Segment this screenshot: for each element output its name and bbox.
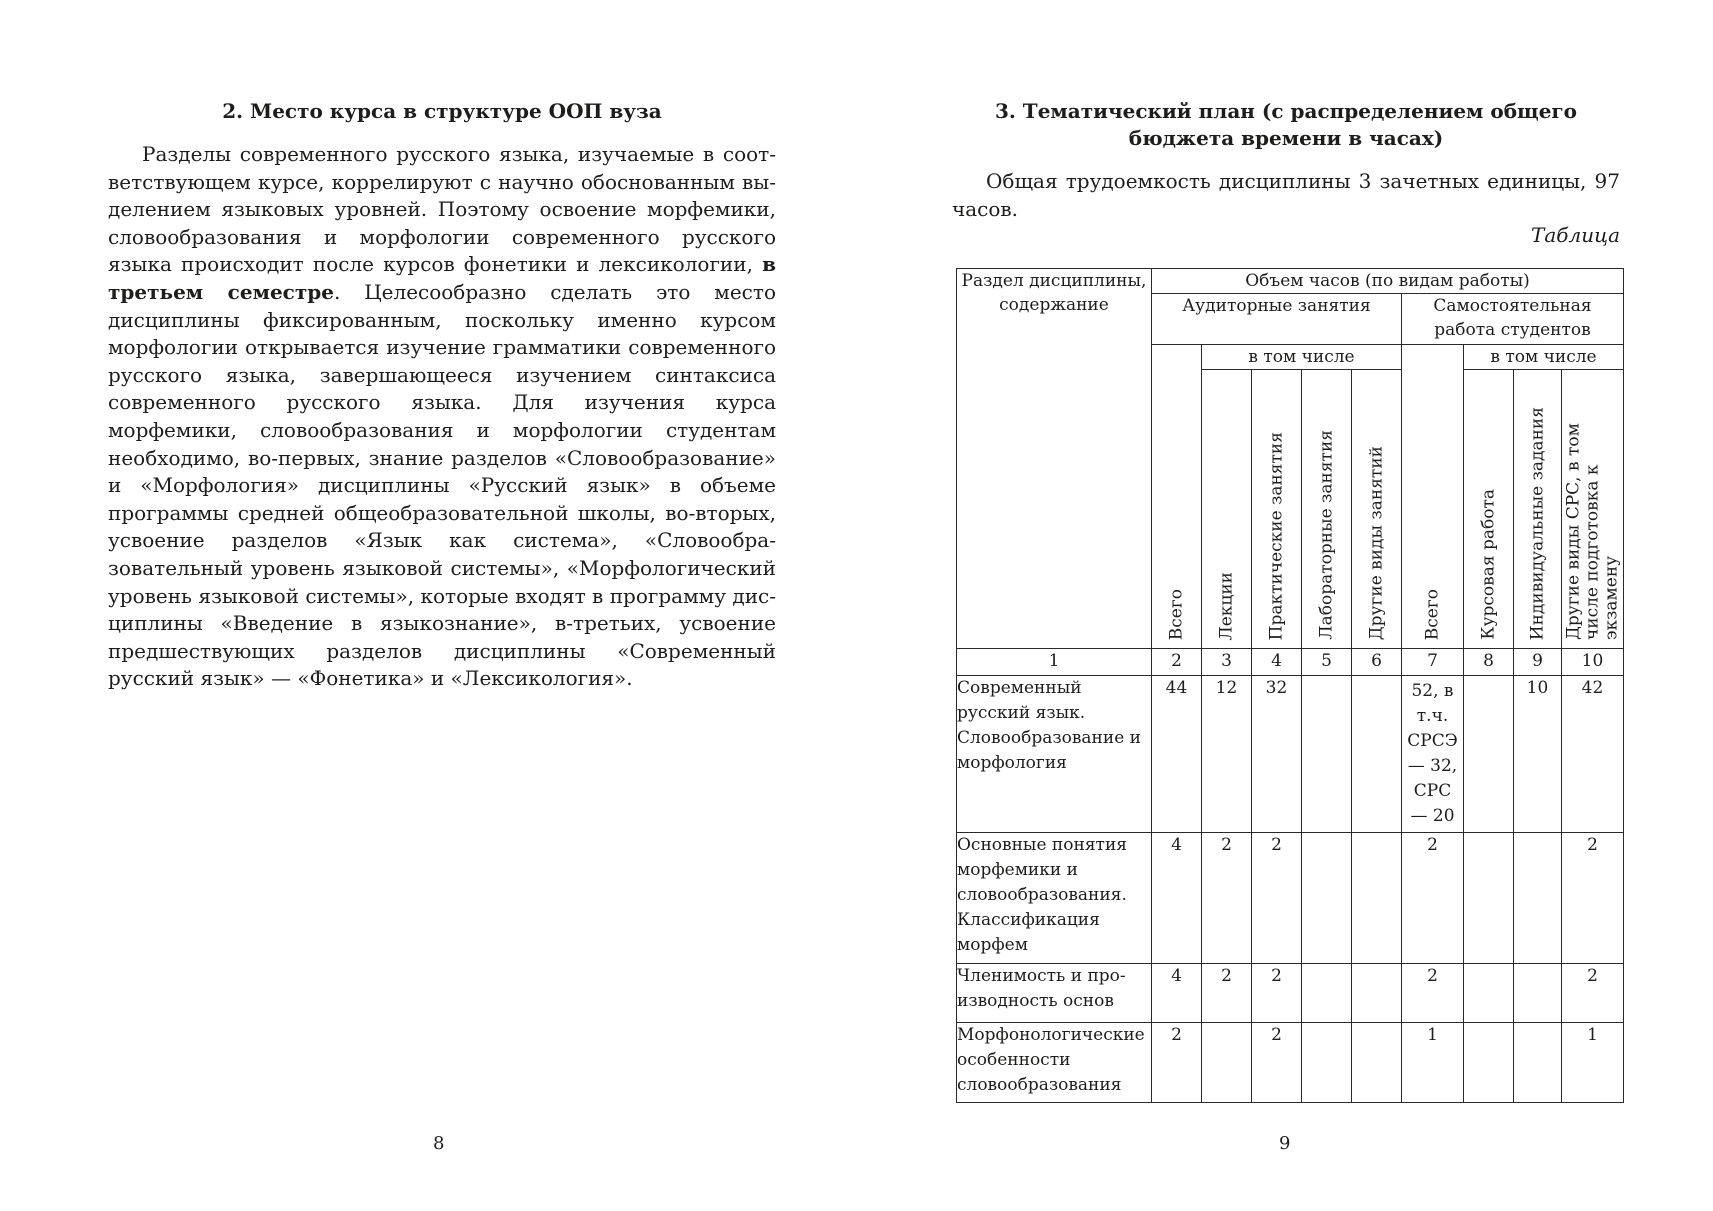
col-number: 9 <box>1514 649 1562 676</box>
section-heading-3: 3. Тематический план (с распределением общего бюджета времени в часах) <box>994 99 1578 150</box>
cell-total-auditorium: 4 <box>1152 833 1202 964</box>
header-total-independent: Всего <box>1422 588 1442 640</box>
cell-individual <box>1514 833 1562 964</box>
col-number: 2 <box>1152 649 1202 676</box>
header-including-auditorium: в том числе <box>1202 345 1402 370</box>
row-section: Членимость и производность основ <box>957 964 1152 1023</box>
paragraph-text-start: Разделы современного русского языка, изучаемые в соответствующем курсе, коррелируют с научно обоснованным выделением языковых уровней. Поэтому освоение морфемики, словообразования и морфологии современного русского языка происходит после курсов фонетики и лексикологии, <box>108 142 776 277</box>
cell-other-src: 2 <box>1562 964 1624 1023</box>
page-number-left: 8 <box>433 1133 445 1154</box>
header-lectures-cell <box>1202 370 1252 649</box>
header-lectures: Лекции <box>1216 571 1236 640</box>
col-number: 1 <box>957 649 1152 676</box>
header-individual: Индивидуальные задания <box>1527 406 1547 640</box>
cell-laboratory <box>1302 833 1352 964</box>
header-other-classes: Другие виды занятий <box>1366 445 1386 640</box>
col-number: 3 <box>1202 649 1252 676</box>
col-number: 8 <box>1464 649 1514 676</box>
col-number: 6 <box>1352 649 1402 676</box>
cell-coursework <box>1464 676 1514 833</box>
table-row <box>957 676 1624 833</box>
cell-total-independent: 1 <box>1402 1023 1464 1103</box>
cell-individual <box>1514 964 1562 1023</box>
cell-total-auditorium: 44 <box>1152 676 1202 833</box>
cell-other-src: 1 <box>1562 1023 1624 1103</box>
cell-other-classes <box>1352 676 1402 833</box>
cell-other-classes <box>1352 833 1402 964</box>
cell-total-independent: 52, в т.ч. СРСЭ — 32, СРС — 20 <box>1402 676 1464 833</box>
header-coursework-cell <box>1464 370 1514 649</box>
thematic-plan-table <box>956 268 1624 1103</box>
cell-practical: 32 <box>1252 676 1302 833</box>
cell-coursework <box>1464 964 1514 1023</box>
header-independent: Самостоятельная работа студентов <box>1402 294 1624 345</box>
cell-practical: 2 <box>1252 964 1302 1023</box>
paragraph-text-end: . Целесообразно сделать это место дисциплины фиксированным, поскольку именно курсом морфологии открывается изучение грамматики современного русского языка, завершающееся изучением синтаксиса современного русского языка. Для изучения курса морфемики, словообразования и морфологии студентам необходимо, во-первых, знание разделов «Словообразование» и «Морфология» дисциплины «Русский язык» в объеме программы средней общеобразовательной школы, во-вторых, усвоение разделов «Язык как система», «Словообразовательный уровень языковой системы», «Морфологический уровень языковой системы», которые входят в программу дисциплины «Введение в языкознание», в-третьих, усвоение предшествующих разделов дисциплины «Современный русский язык» — «Фонетика» и «Лексикология». <box>108 279 776 691</box>
cell-individual <box>1514 1023 1562 1103</box>
cell-coursework <box>1464 1023 1514 1103</box>
table-row <box>957 964 1624 1023</box>
cell-lectures: 2 <box>1202 964 1252 1023</box>
header-total-auditorium: Всего <box>1166 588 1186 640</box>
row-section: Морфонологические особенности словообразования <box>957 1023 1152 1103</box>
col-number: 10 <box>1562 649 1624 676</box>
header-volume: Объем часов (по видам работы) <box>1152 269 1624 294</box>
header-total-auditorium-cell <box>1152 345 1202 649</box>
cell-total-auditorium: 4 <box>1152 964 1202 1023</box>
cell-individual: 10 <box>1514 676 1562 833</box>
table-row <box>957 1023 1624 1103</box>
col-number: 4 <box>1252 649 1302 676</box>
col-number: 7 <box>1402 649 1464 676</box>
header-laboratory-cell <box>1302 370 1352 649</box>
page-number-right: 9 <box>1279 1133 1291 1154</box>
cell-other-classes <box>1352 964 1402 1023</box>
row-section: Основные понятия морфемики и словообразования. Классификация морфем <box>957 833 1152 964</box>
header-other-src-cell <box>1562 370 1624 649</box>
header-section: Раздел дисциплины, содержание <box>957 269 1152 649</box>
cell-coursework <box>1464 833 1514 964</box>
table-row <box>957 833 1624 964</box>
cell-other-src: 42 <box>1562 676 1624 833</box>
header-practical-cell <box>1252 370 1302 649</box>
cell-total-auditorium: 2 <box>1152 1023 1202 1103</box>
cell-practical: 2 <box>1252 833 1302 964</box>
header-laboratory: Лабораторные занятия <box>1316 430 1336 640</box>
header-other-src: Другие виды СРС, в том числе подготовка к экзамену <box>1563 423 1621 640</box>
col-number: 5 <box>1302 649 1352 676</box>
header-auditorium: Аудиторные занятия <box>1152 294 1402 345</box>
header-including-independent: в том числе <box>1464 345 1624 370</box>
header-other-classes-cell <box>1352 370 1402 649</box>
header-practical: Практические занятия <box>1266 431 1286 640</box>
left-page <box>0 0 856 1211</box>
cell-total-independent: 2 <box>1402 833 1464 964</box>
cell-other-classes <box>1352 1023 1402 1103</box>
table-caption: Таблица <box>1531 223 1620 247</box>
header-individual-cell <box>1514 370 1562 649</box>
cell-laboratory <box>1302 1023 1352 1103</box>
header-total-independent-cell <box>1402 345 1464 649</box>
course-place-paragraph <box>108 141 776 693</box>
cell-practical: 2 <box>1252 1023 1302 1103</box>
header-coursework: Курсовая работа <box>1478 489 1498 640</box>
cell-lectures: 12 <box>1202 676 1252 833</box>
cell-laboratory <box>1302 964 1352 1023</box>
workload-intro: Общая трудоемкость дисциплины 3 зачетных единицы, 97 часов. <box>952 169 1620 221</box>
cell-laboratory <box>1302 676 1352 833</box>
paragraph-bold-semester: в третьем семестре <box>108 252 776 304</box>
cell-lectures: 2 <box>1202 833 1252 964</box>
cell-other-src: 2 <box>1562 833 1624 964</box>
column-number-row <box>957 649 1624 676</box>
cell-lectures <box>1202 1023 1252 1103</box>
row-section: Современный русский язык. Словообразование и морфология <box>957 676 1152 833</box>
section-heading-2: 2. Место курса в структуре ООП вуза <box>222 99 662 123</box>
right-page <box>856 0 1713 1211</box>
cell-total-independent: 2 <box>1402 964 1464 1023</box>
